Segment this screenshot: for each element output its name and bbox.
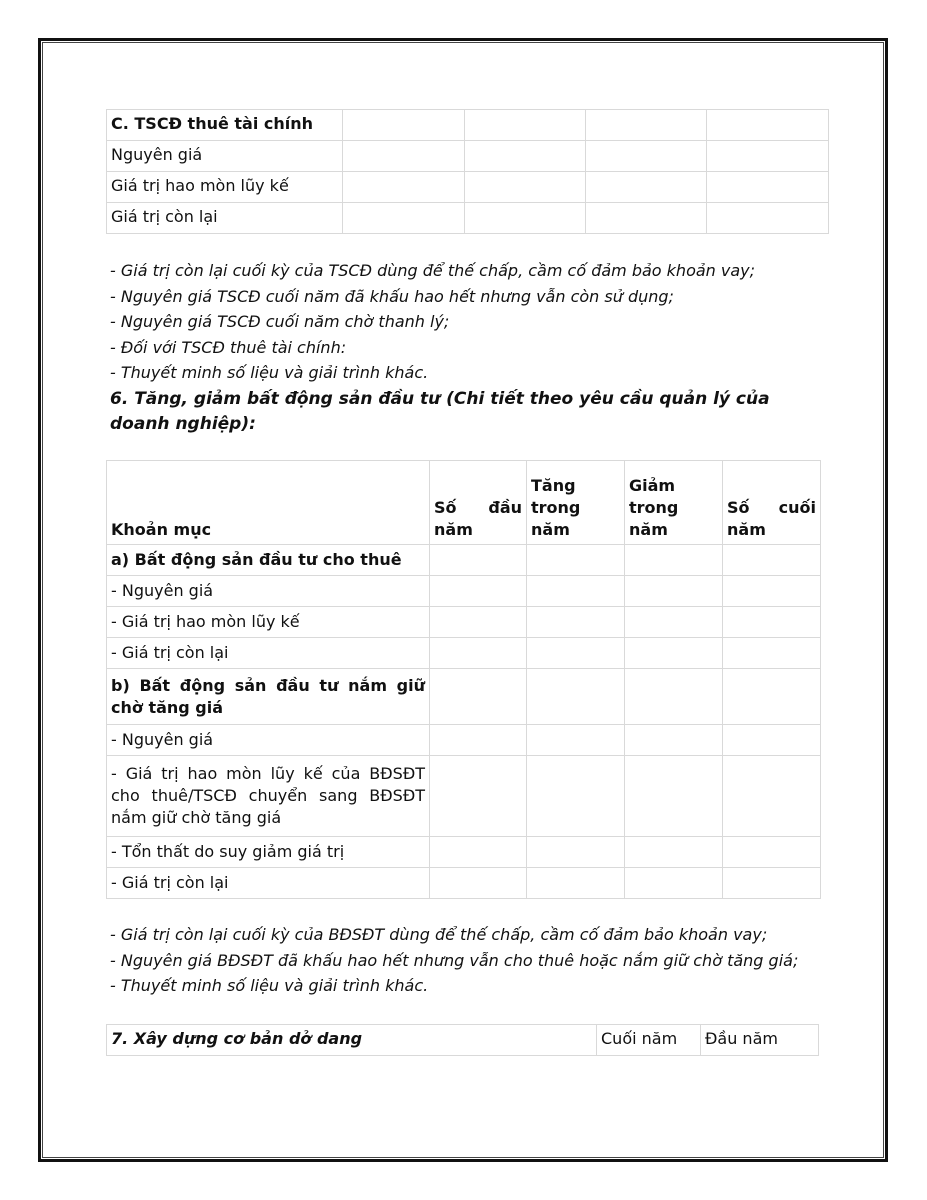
table-cell [625,837,723,868]
row-label: - Giá trị hao mòn lũy kế [107,607,430,638]
table-cell [723,545,821,576]
group-b-title: b) Bất động sản đầu tư nắm giữ chờ tăng giá [107,669,430,725]
table-cell [586,172,707,203]
table-cell [723,837,821,868]
table-header-row [107,461,821,545]
note-line: - Đối với TSCĐ thuê tài chính: [110,337,347,357]
table-cell [430,725,527,756]
table-cell [465,141,586,172]
table-cell [707,110,829,141]
notes-fixed-assets [110,258,755,386]
table-row [107,141,829,172]
row-label: - Giá trị còn lại [107,868,430,899]
table-row [107,110,829,141]
header-opening [430,461,527,545]
table-cell [527,638,625,669]
header-closing-word2: cuối [778,498,816,517]
table-cell [586,203,707,234]
table-row [107,576,821,607]
table-cell [465,110,586,141]
table-cell [430,576,527,607]
note-line: - Nguyên giá BĐSĐT đã khấu hao hết nhưng vẫn cho thuê hoặc nắm giữ chờ tăng giá; [110,950,799,970]
table-cell [430,545,527,576]
table-cell [430,837,527,868]
group-a-title: a) Bất động sản đầu tư cho thuê [107,545,430,576]
note-line: - Giá trị còn lại cuối kỳ của TSCĐ dùng để thế chấp, cầm cố đảm bảo khoản vay; [110,261,756,280]
row-label: Nguyên giá [107,141,343,172]
row-label: - Nguyên giá [107,576,430,607]
header-closing-word3: năm [727,520,766,539]
header-year-start: Đầu năm [701,1025,819,1056]
header-closing [723,461,821,545]
table-row [107,638,821,669]
table-cell [625,607,723,638]
table-cell [527,607,625,638]
table-cell [625,638,723,669]
note-line: - Thuyết minh số liệu và giải trình khác. [110,976,429,995]
table-cell [527,837,625,868]
table-cell [343,203,465,234]
section-7-title: 7. Xây dựng cơ bản dở dang [107,1025,597,1056]
table-cell [707,172,829,203]
table-row [107,837,821,868]
construction-in-progress-table [106,1024,819,1056]
table-cell [430,607,527,638]
table-row [107,1025,819,1056]
section-c-title: C. TSCĐ thuê tài chính [107,110,343,141]
table-cell [723,756,821,837]
table-cell [723,725,821,756]
table-cell [465,203,586,234]
header-decrease: Giảm trong năm [625,461,723,545]
table-cell [723,638,821,669]
notes-investment-property [110,922,798,999]
table-cell [527,868,625,899]
row-label: - Tổn thất do suy giảm giá trị [107,837,430,868]
row-label: - Giá trị hao mòn lũy kế của BĐSĐT cho thuê/TSCĐ chuyển sang BĐSĐT nắm giữ chờ tăng giá [107,756,430,837]
table-row [107,203,829,234]
investment-property-table [106,460,821,899]
section-6-heading: 6. Tăng, giảm bất động sản đầu tư (Chi tiết theo yêu cầu quản lý của doanh nghiệp): [110,389,770,434]
header-opening-word2: đầu [488,498,522,517]
finance-lease-table [106,109,829,234]
table-cell [625,725,723,756]
table-cell [343,141,465,172]
table-cell [527,545,625,576]
table-row [107,545,821,576]
table-cell [527,669,625,725]
row-label: Giá trị hao mòn lũy kế [107,172,343,203]
header-closing-word1: Số [727,498,750,517]
note-line: - Nguyên giá TSCĐ cuối năm chờ thanh lý; [110,312,450,331]
table-cell [625,756,723,837]
note-line: - Thuyết minh số liệu và giải trình khác. [110,363,429,382]
header-increase: Tăng trong năm [527,461,625,545]
table-cell [343,110,465,141]
table-cell [430,669,527,725]
table-cell [625,868,723,899]
row-label: - Giá trị còn lại [107,638,430,669]
table-cell [723,669,821,725]
table-row [107,669,821,725]
table-cell [586,141,707,172]
table-row [107,756,821,837]
table-cell [343,172,465,203]
table-cell [527,725,625,756]
row-label: - Nguyên giá [107,725,430,756]
table-row [107,868,821,899]
header-opening-word3: năm [434,520,473,539]
row-label: Giá trị còn lại [107,203,343,234]
note-line: - Nguyên giá TSCĐ cuối năm đã khấu hao hết nhưng vẫn còn sử dụng; [110,286,674,306]
header-opening-word1: Số [434,498,457,517]
table-row [107,172,829,203]
table-row [107,725,821,756]
table-cell [527,756,625,837]
table-cell [707,203,829,234]
note-line: - Giá trị còn lại cuối kỳ của BĐSĐT dùng để thế chấp, cầm cố đảm bảo khoản vay; [110,925,768,944]
table-cell [723,868,821,899]
table-cell [586,110,707,141]
table-cell [625,669,723,725]
header-item: Khoản mục [107,461,430,545]
table-cell [625,576,723,607]
table-row [107,607,821,638]
table-cell [465,172,586,203]
table-cell [707,141,829,172]
table-cell [723,607,821,638]
header-year-end: Cuối năm [597,1025,701,1056]
table-cell [723,576,821,607]
table-cell [430,756,527,837]
table-cell [625,545,723,576]
table-cell [527,576,625,607]
table-cell [430,868,527,899]
table-cell [430,638,527,669]
